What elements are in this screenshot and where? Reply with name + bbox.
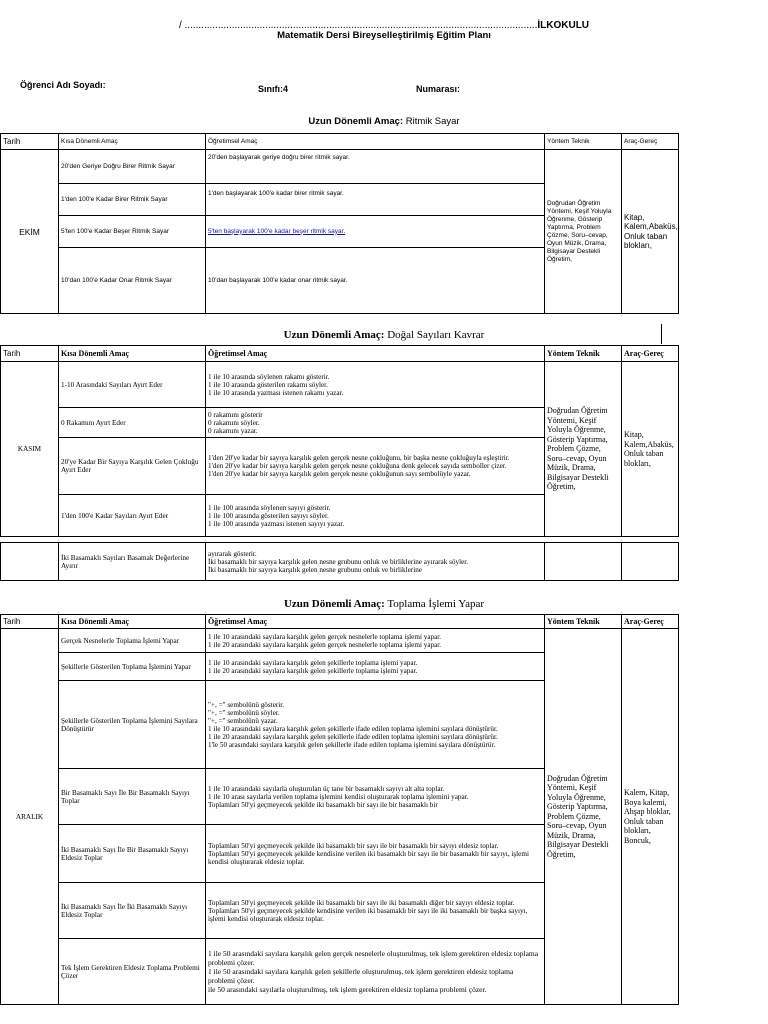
dogal-table <box>0 345 679 537</box>
short-goal: İki Basamaklı Sayıları Basamak Değerlerine Ayırır <box>59 543 206 581</box>
instr-goal: 1'den 20'ye kadar bir sayıya karşılık gelen gerçek nesne çokluğunu, bir başka nesne çokluğuyla eşleştirir. 1'den 20'ye kadar bir sayıya karşılık gelen gerçek nesne çokluğuna denk gelecek sayıda semboller çizer. 1'den 20'ye kadar bir sayıya karşılık gelen gerçek nesne çokluğunun sayı sembolüyle yazar. <box>206 438 545 495</box>
instr-goal: 10'dan başlayarak 100'e kadar onar ritmik sayar. <box>206 248 545 314</box>
short-goal: Şekillerle Gösterilen Toplama İşlemini Yapar <box>59 653 206 681</box>
short-goal: 1'den 100'e Kadar Birer Ritmik Sayar <box>59 184 206 216</box>
col-tools: Araç-Gereç <box>622 615 679 629</box>
instr-goal: 1 ile 10 arasındaki sayılara karşılık gelen gerçek nesnelerle toplama işlemi yapar. 1 ile 20 arasındaki sayılara karşılık gelen gerçek nesnelerle toplama işlemi yapar. <box>206 629 545 653</box>
method-cell: Doğrudan Öğretim Yöntemi, Keşif Yoluyla Öğrenme, Gösterip Yaptırma, Problem Çözme, Soru–cevap, Oyun Müzik, Drama, Bilgisayar Destekli Öğretim, <box>545 629 622 1005</box>
short-goal: 0 Rakamını Ayırt Eder <box>59 408 206 438</box>
col-method: Yöntem Teknik <box>545 615 622 629</box>
short-goal: Gerçek Nesnelerle Toplama İşlemi Yapar <box>59 629 206 653</box>
col-date: Tarih <box>1 346 59 362</box>
empty-date <box>1 543 59 581</box>
short-goal: Tek İşlem Gerektiren Eldesiz Toplama Problemi Çözer <box>59 939 206 1005</box>
lta-value: Ritmik Sayar <box>405 116 460 127</box>
dogal-table-cont <box>0 542 679 581</box>
school-suffix: İLKOKULU <box>537 20 590 31</box>
instr-goal: 1 ile 10 arasında söylenen rakamı gösterir. 1 ile 10 arasında gösterilen rakamı söyler. 1 ile 10 arasında yazması istenen rakamı yazar. <box>206 362 545 408</box>
col-tools: Araç-Gereç <box>622 134 679 150</box>
instr-goal: "+, =" sembolünü gösterir. "+, =" sembolünü söyler. "+, =" sembolünü yazar. 1 ile 10 arasındaki sayılara karşılık gelen şekillerle ifade edilen toplama işlemini sayılara dönüştürür. 1 ile 20 arasındaki sayılara karşılık gelen şekillerle ifade edilen toplama işlemini sayılara dönüştürür. 1'le 50 arasındaki sayılara karşılık gelen şekillerle ifade edilen toplama işlemini sayılara dönüştürür. <box>206 681 545 769</box>
col-date: Tarih <box>1 134 59 150</box>
col-method: Yöntem Teknik <box>545 134 622 150</box>
instr-goal: 1 ile 10 arasındaki sayılarla oluşturulan üç tane bir basamaklı sayıyı alt alta toplar. 1 ile 10 arası sayılarla verilen toplama işlemini kendisi oluşturarak toplama işlemini yapar. Toplamları 50'yi geçmeyecek şekilde iki basamaklı bir sayı ile bir basamaklı bir <box>206 769 545 825</box>
school-prefix: / ............................................................................................................................... <box>178 20 538 31</box>
instr-goal: Toplamları 50'yi geçmeyecek şekilde iki basamaklı bir sayı ile iki basamaklı diğer bir sayıyı eldesiz toplar. Toplamları 50'yi geçmeyecek şekilde kendisine verilen iki basamaklı bir sayı ile iki basamaklı bir başka sayıyı, işlemi kendisi oluşturarak eldesiz toplar. <box>206 883 545 939</box>
col-short: Kısa Dönemli Amaç <box>59 346 206 362</box>
instr-goal: 1 ile 50 arasındaki sayılara karşılık gelen gerçek nesnelerle oluşturulmuş, tek işlem gerektiren eldesiz toplama problemi çözer. 1 ile 50 arasındaki sayılara karşılık gelen şekillerle oluşturulmuş, tek işlem gerektiren eldesiz toplama problemi çözer. ile 50 arasındaki sayılarla oluşturulmuş, tek işlem gerektiren eldesiz toplama problemi çözer. <box>206 939 545 1005</box>
lta-label: Uzun Dönemli Amaç: <box>308 116 404 127</box>
col-instr: Öğretimsel Amaç <box>206 346 545 362</box>
tools-cell: Kitap, Kalem,Abaküs, Onluk taban blokları, <box>622 362 679 537</box>
empty-method <box>545 543 622 581</box>
col-short: Kısa Dönemli Amaç <box>59 615 206 629</box>
number-label: Numarası: <box>416 84 461 94</box>
instr-goal-link[interactable]: 5'ten başlayarak 100'e kadar beşer ritmik sayar. <box>206 216 545 248</box>
short-goal: 20'den Geriye Doğru Birer Ritmik Sayar <box>59 150 206 184</box>
short-goal: İki Basamaklı Sayı İle Bir Basamaklı Sayıyı Eldesiz Toplar <box>59 825 206 883</box>
col-method: Yöntem Teknik <box>545 346 622 362</box>
method-cell: Doğrudan Öğretim Yöntemi, Keşif Yoluyla Öğrenme, Gösterip Yaptırma, Problem Çözme, Soru–cevap, Oyun Müzik, Drama, Bilgisayar Destekli Öğretim, <box>545 362 622 537</box>
plan-title: Matematik Dersi Bireyselleştirilmiş Eğitim Planı <box>277 30 491 41</box>
month-aralik: ARALIK <box>1 629 59 1005</box>
col-instr: Öğretimsel Amaç <box>206 134 545 150</box>
toplama-table <box>0 614 679 1005</box>
instr-goal: Toplamları 50'yi geçmeyecek şekilde iki basamaklı bir sayı ile bir basamaklı bir sayıyı eldesiz toplar. Toplamları 50'yi geçmeyecek şekilde kendisine verilen iki basamaklı bir sayı ile bir basamaklı bir sayıyı, işlemi kendisi oluşturarak eldesiz toplar. <box>206 825 545 883</box>
short-goal: 10'dan 100'e Kadar Onar Ritmik Sayar <box>59 248 206 314</box>
lta-value: Doğal Sayıları Kavrar <box>387 329 485 341</box>
month-ekim: EKİM <box>1 150 59 314</box>
short-goal: 5'ten 100'e Kadar Beşer Ritmik Sayar <box>59 216 206 248</box>
student-name-label: Öğrenci Adı Soyadı: <box>20 80 106 90</box>
col-tools: Araç-Gereç <box>622 346 679 362</box>
instr-goal: 1 ile 10 arasındaki sayılara karşılık gelen şekillerle toplama işlemi yapar. 1 ile 20 arasındaki sayılara karşılık gelen şekillerle toplama işlemi yapar. <box>206 653 545 681</box>
col-short: Kısa Dönemli Amaç <box>59 134 206 150</box>
empty-tools <box>622 543 679 581</box>
lta-value: Toplama İşlemi Yapar <box>387 598 485 610</box>
col-date: Tarih <box>1 615 59 629</box>
short-goal: Şekillerle Gösterilen Toplama İşlemini Sayılara Dönüştürür <box>59 681 206 769</box>
short-goal: Bir Basamaklı Sayı İle Bir Basamaklı Sayıyı Toplar <box>59 769 206 825</box>
class-label: Sınıfı:4 <box>258 84 289 94</box>
short-goal: 1'den 100'e Kadar Sayıları Ayırt Eder <box>59 495 206 537</box>
instr-goal: 1'den başlayarak 100'e kadar birer ritmik sayar. <box>206 184 545 216</box>
lta-dogal <box>0 329 768 341</box>
lta-toplama <box>0 598 768 610</box>
short-goal: 20'ye Kadar Bir Sayıya Karşılık Gelen Çokluğu Ayırt Eder <box>59 438 206 495</box>
col-instr: Öğretimsel Amaç <box>206 615 545 629</box>
instr-goal: 1 ile 100 arasında söylenen sayıyı gösterir. 1 ile 100 arasında gösterilen sayıyı söyler. 1 ile 100 arasında yazması istenen sayıyı yazar. <box>206 495 545 537</box>
instr-goal: 0 rakamını gösterir 0 rakamını söyler. 0 rakamını yazar. <box>206 408 545 438</box>
method-cell: Doğrudan Öğretim Yöntemi, Keşif Yoluyla Öğrenme, Gösterip Yaptırma, Problem Çözme, Soru–cevap, Oyun Müzik, Drama, Bilgisayar Destekli Öğretim, <box>545 150 622 314</box>
lta-label: Uzun Dönemli Amaç: <box>283 329 385 341</box>
short-goal: İki Basamaklı Sayı İle İki Basamaklı Sayıyı Eldesiz Toplar <box>59 883 206 939</box>
ritmik-table <box>0 133 679 314</box>
tools-cell: Kitap, Kalem,Abaküs, Onluk taban blokları, <box>622 150 679 314</box>
short-goal: 1-10 Arasındaki Sayıları Ayırt Eder <box>59 362 206 408</box>
lta-label: Uzun Dönemli Amaç: <box>283 598 385 610</box>
lta-ritmik <box>0 116 768 127</box>
instr-goal: 20'den başlayarak geriye doğru birer ritmik sayar. <box>206 150 545 184</box>
month-kasim: KASIM <box>1 362 59 537</box>
tools-cell: Kalem, Kitap, Boya kalemi, Ahşap bloklar, Onluk taban blokları, Boncuk, <box>622 629 679 1005</box>
instr-goal: ayırarak gösterir. İki basamaklı bir sayıya karşılık gelen nesne grubunu onluk ve birliklerine ayırarak söyler. İki basamaklı bir sayıya karşılık gelen nesne grubunu onluk ve birliklerine <box>206 543 545 581</box>
